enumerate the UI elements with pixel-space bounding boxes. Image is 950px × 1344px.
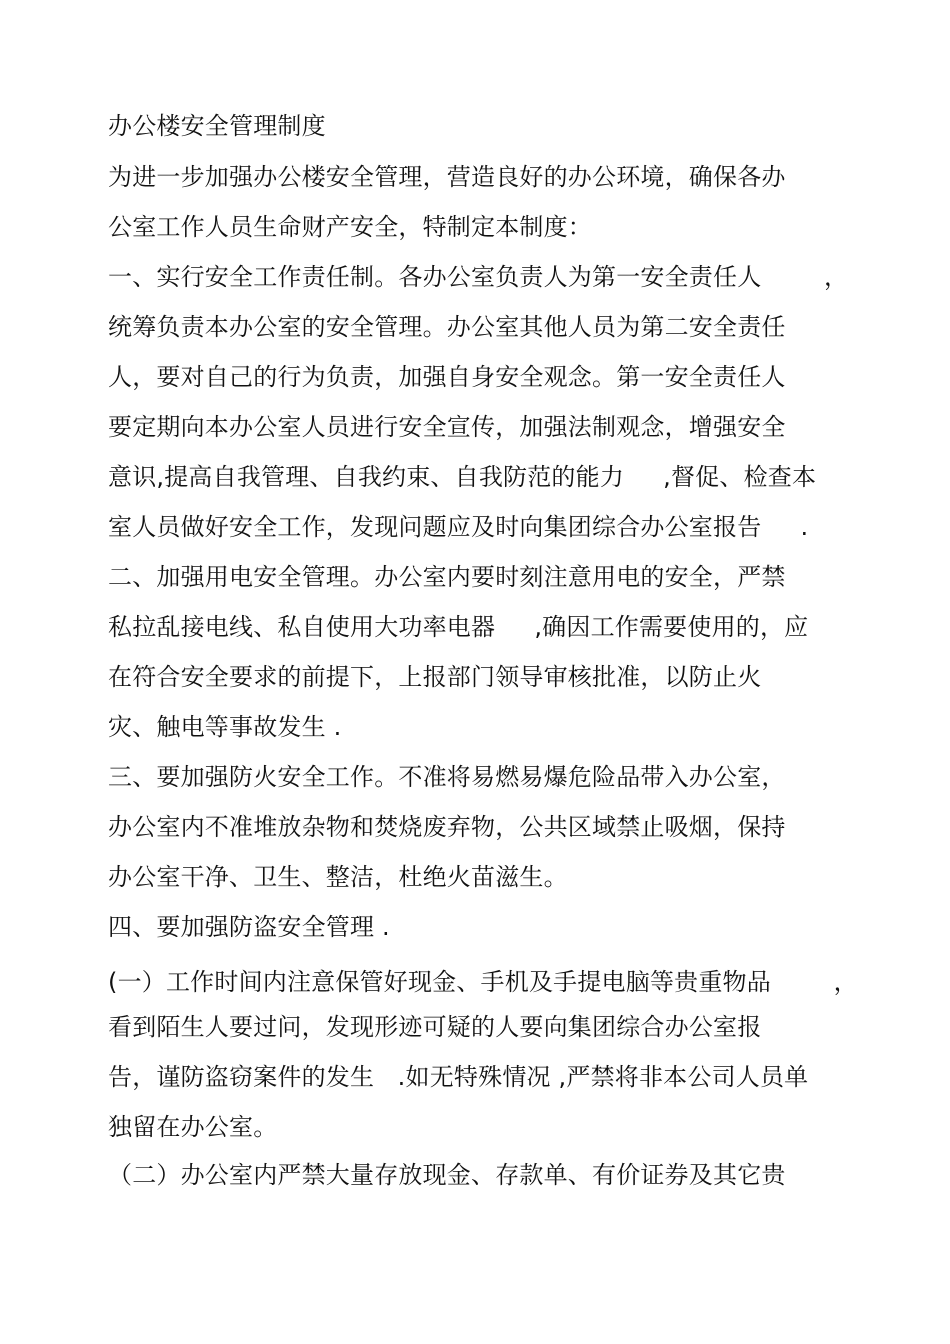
paragraph-line: 告，谨防盗窃案件的发生 .如无特殊情况 ,严禁将非本公司人员单 — [108, 1063, 809, 1091]
paragraph-line: 要定期向本办公室人员进行安全宣传，加强法制观念，增强安全 — [108, 413, 786, 441]
paragraph-line: 四、要加强防盗安全管理 . — [108, 913, 390, 941]
paragraph-line: 独留在办公室。 — [108, 1113, 278, 1141]
paragraph-line: 人，要对自己的行为负责，加强自身安全观念。第一安全责任人 — [108, 363, 786, 391]
paragraph-line: 室人员做好安全工作，发现问题应及时向集团综合办公室报告 . — [108, 513, 809, 541]
paragraph-line: 在符合安全要求的前提下，上报部门领导审核批准，以防止火 — [108, 663, 762, 691]
paragraph-line: 灾、触电等事故发生 . — [108, 713, 342, 741]
paragraph-line: 意识,提高自我管理、自我约束、自我防范的能力 ,督促、检查本 — [108, 463, 817, 491]
paragraph-line: 统筹负责本办公室的安全管理。办公室其他人员为第二安全责任 — [108, 313, 786, 341]
paragraph-line: 私拉乱接电线、私自使用大功率电器 ,确因工作需要使用的，应 — [108, 613, 809, 641]
paragraph-line: （二）办公室内严禁大量存放现金、存款单、有价证券及其它贵 — [108, 1161, 786, 1189]
document-title: 办公楼安全管理制度 — [108, 112, 326, 140]
paragraph-line: 办公室内不准堆放杂物和焚烧废弃物，公共区域禁止吸烟，保持 — [108, 813, 786, 841]
paragraph-line: 看到陌生人要过问，发现形迹可疑的人要向集团综合办公室报 — [108, 1013, 762, 1041]
paragraph-line: 三、要加强防火安全工作。不准将易燃易爆危险品带入办公室， — [108, 763, 786, 791]
paragraph-line: 办公室干净、卫生、整洁，杜绝火苗滋生。 — [108, 863, 568, 891]
paragraph-line: (一）工作时间内注意保管好现金、手机及手提电脑等贵重物品 ， — [108, 968, 858, 996]
paragraph-line: 公室工作人员生命财产安全，特制定本制度： — [108, 213, 592, 241]
paragraph-line: 为进一步加强办公楼安全管理，营造良好的办公环境，确保各办 — [108, 163, 786, 191]
paragraph-line: 一、实行安全工作责任制。各办公室负责人为第一安全责任人 ， — [108, 263, 849, 291]
paragraph-line: 二、加强用电安全管理。办公室内要时刻注意用电的安全，严禁 — [108, 563, 786, 591]
